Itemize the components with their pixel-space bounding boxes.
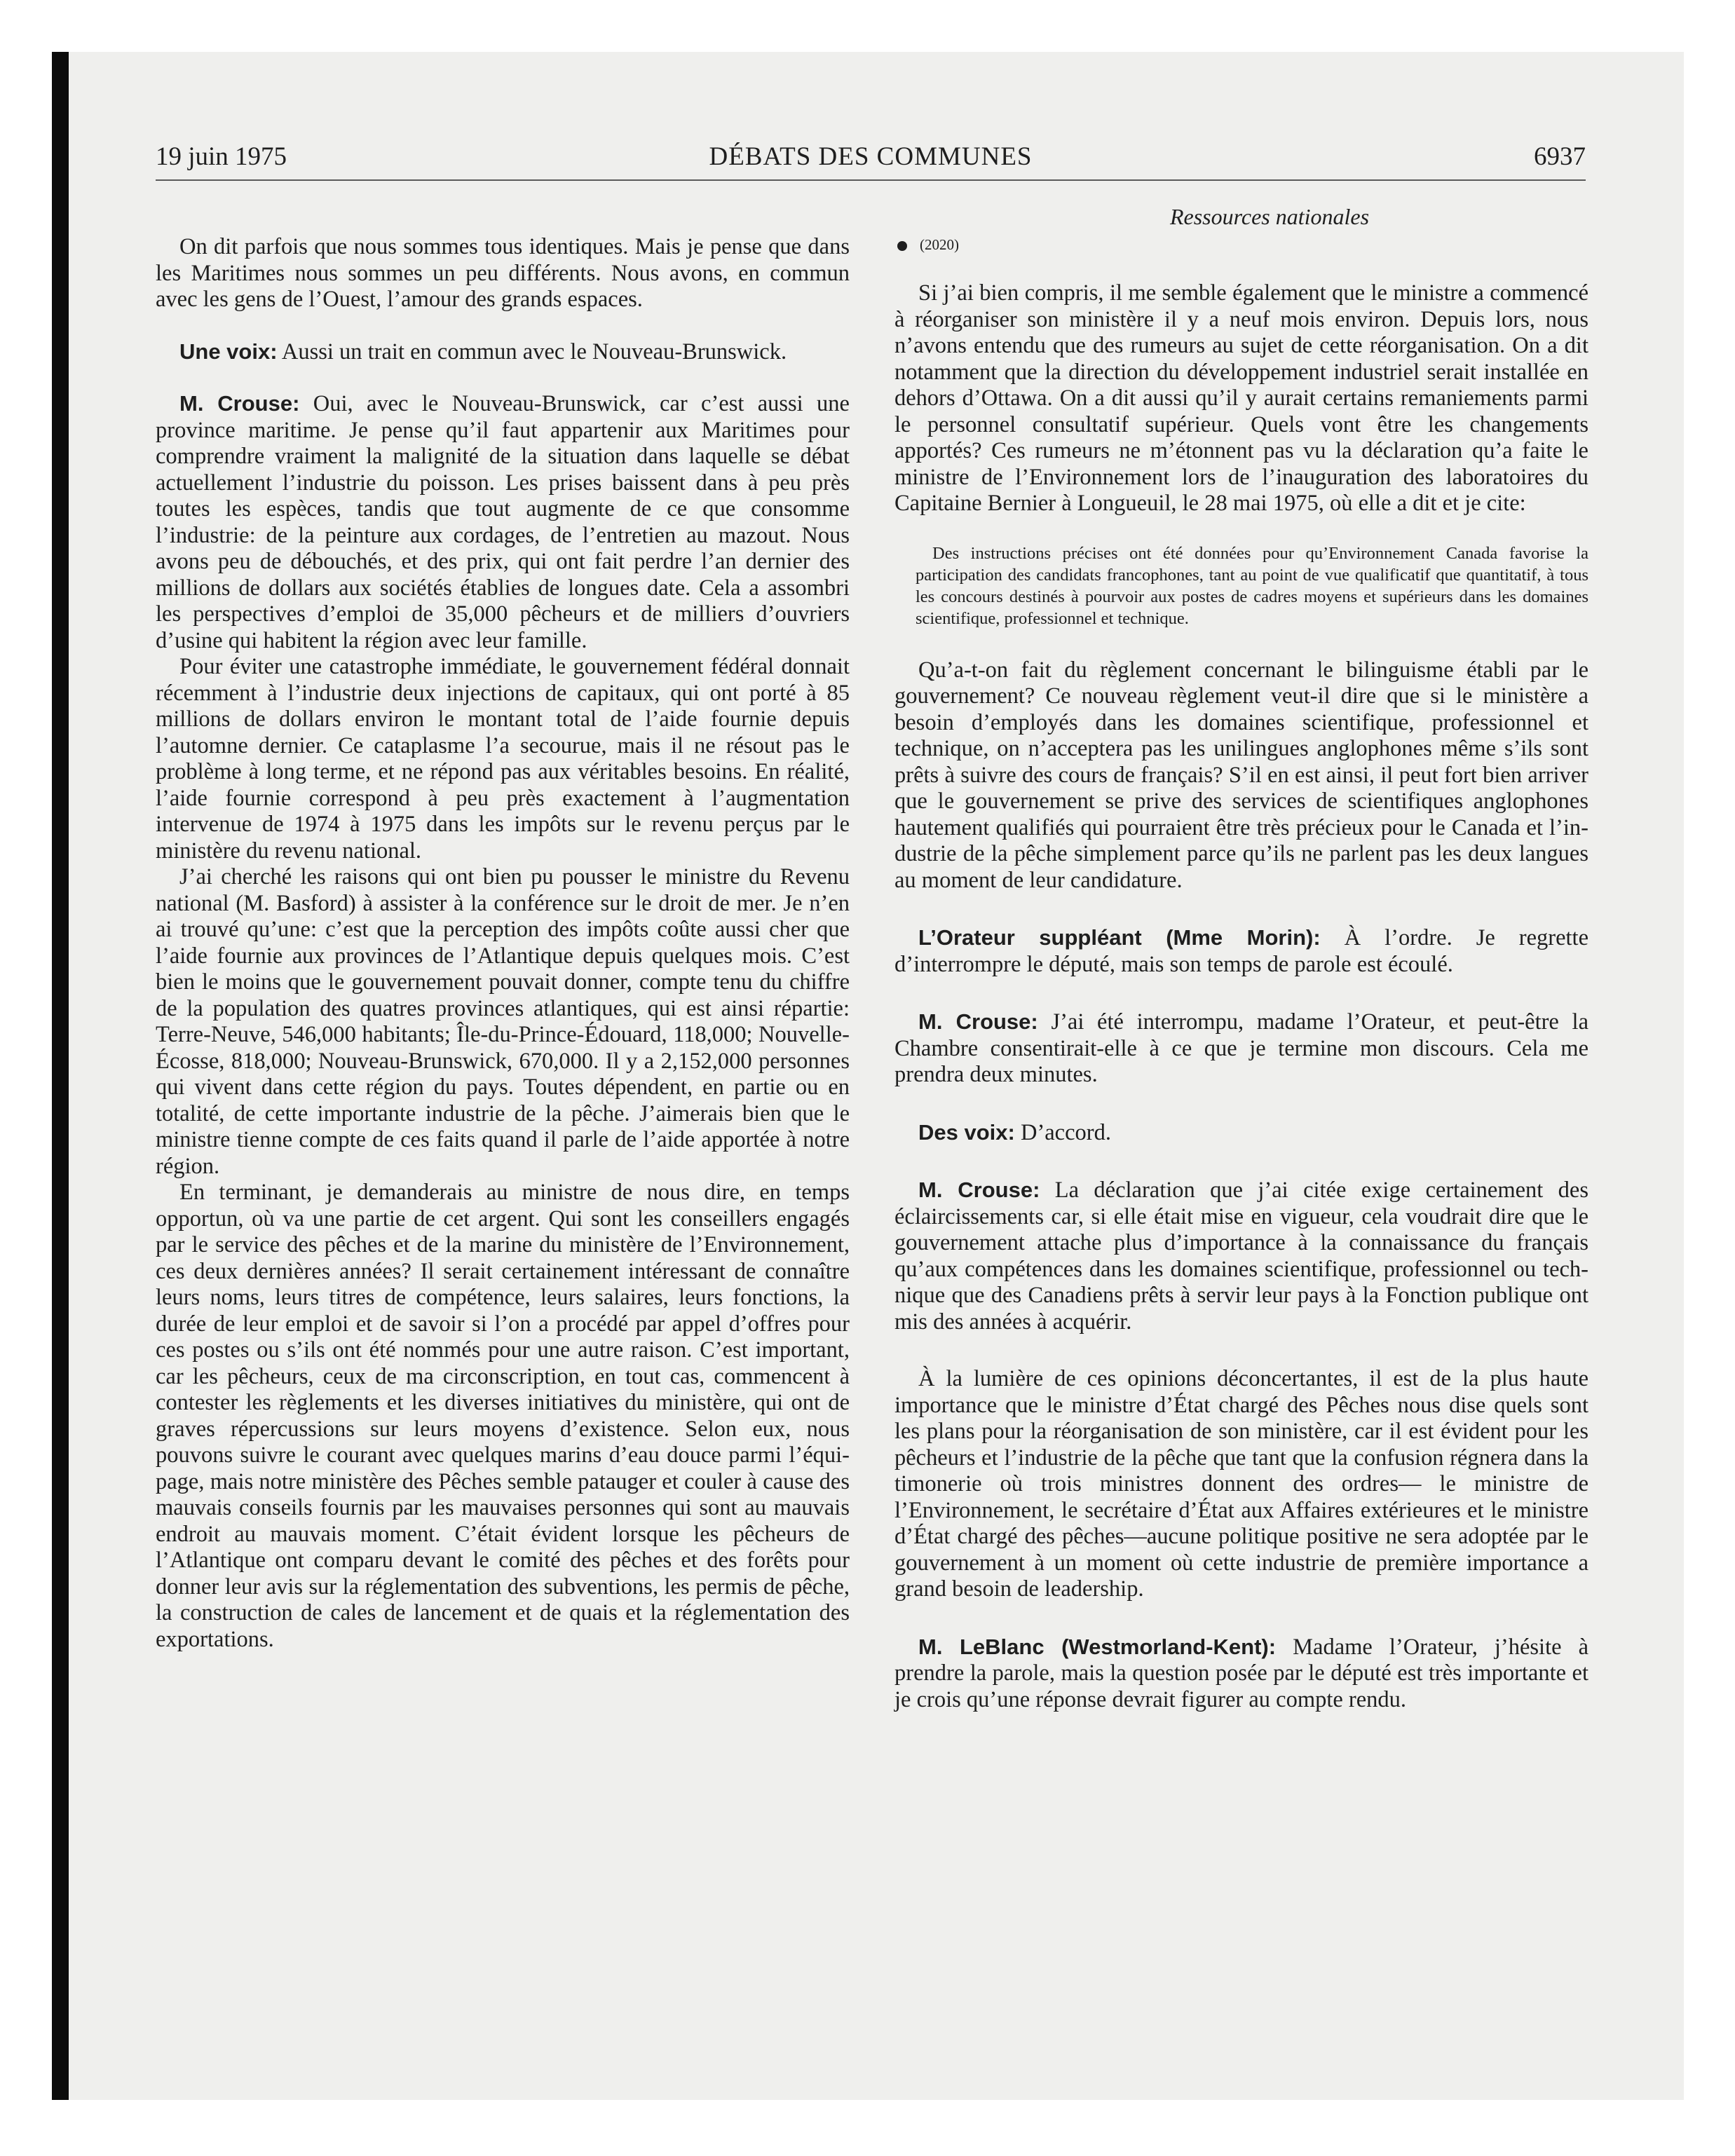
paragraph: Si j’ai bien compris, il me semble également que le ministre a commencé à réorganiser son ministère il y a neuf mois environ. Depuis lors, nous n’avons entendu que des rumeurs au sujet de cette réorganisation. On a dit notamment que la direction du développement industriel serait installée en dehors d’Ottawa. On a dit aussi qu’il y aurait certains remaniements parmi le personnel consultatif supérieur. Quels vont être les changements apportés? Ces rumeurs ne m’étonnent pas vu la déclaration qu’a faite le ministre de l’Environnement lors de l’inauguration des laboratoires du Capitaine Bernier à Longueuil, le 28 mai 1975, où elle a dit et je cite:: [894, 280, 1588, 516]
speech-text: Aussi un trait en commun avec le Nouveau-Brunswick.: [277, 339, 787, 364]
page-header: [156, 139, 1586, 181]
speaker-name: M. Crouse:: [918, 1009, 1038, 1034]
running-head: Ressources nationales: [1169, 204, 1370, 229]
speech-paragraph: [894, 1009, 1588, 1089]
header-page-number: 6937: [1534, 142, 1586, 171]
speaker-name: Des voix:: [918, 1119, 1015, 1145]
speech-paragraph: [894, 1119, 1588, 1147]
speech-paragraph: [894, 1634, 1588, 1714]
header-publication: DÉBATS DES COMMUNES: [709, 142, 1033, 171]
left-column: [156, 234, 850, 1653]
speech-text: J’ai été interrompu, madame l’Orateur, et peut-être la Chambre consentirait-elle à ce que je termine mon discours. Cela me prendra deux minutes.: [894, 1009, 1588, 1087]
speech-paragraph: [156, 390, 850, 654]
speaker-name: M. Crouse:: [918, 1178, 1040, 1202]
binding-shadow: [52, 52, 69, 2100]
paragraph: À la lumière de ces opinions déconcertantes, il est de la plus haute importance que le ministre d’État chargé des Pêches nous dise quels sont les plans pour la réorganisation de son ministère, car il est évident pour les pêcheurs et l’industrie de la pêche que tant que la confusion régnera dans la timonerie où trois ministres donnent des ordres— le ministre de l’Environnement, le secrétaire d’État aux Affaires extérieures et le ministre d’État chargé des pêches—aucune politique positive ne sera adoptée par le gouvernement à un moment où cette industrie de première importance a grand besoin de leadership.: [894, 1366, 1588, 1602]
speaker-name: L’Orateur suppléant (Mme Morin):: [918, 925, 1321, 950]
header-date: 19 juin 1975: [156, 142, 287, 171]
speech-paragraph: [156, 339, 850, 366]
speaker-name: M. LeBlanc (Westmorland-Kent):: [918, 1634, 1277, 1659]
speaker-name: Une voix:: [179, 339, 278, 364]
paragraph: Qu’a-t-on fait du règlement concernant le bilinguisme établi par le gouvernement? Ce nouveau règlement veut-il dire que si le ministère a besoin d’employés dans les domaines scientifique, professionnel et technique, on n’acceptera pas les unilingues anglophones même s’ils sont prêts à suivre des cours de français? S’il en est ainsi, il peut fort bien arriver que le gouvernement se prive des services de scientifiques anglophones hautement qualifiés qui pourraient être très précieux pour le Canada et l’industrie de la pêche simplement parce qu’ils ne parlent pas les deux langues au moment de leur candidature.: [894, 657, 1588, 893]
time-marker-text: (2020): [920, 236, 959, 253]
speaker-name: M. Crouse:: [179, 391, 300, 416]
speech-text: Madame l’Orateur, j’hésite à prendre la parole, mais la question posée par le député est très importante et je crois qu’une réponse devrait figurer au compte rendu.: [894, 1634, 1588, 1712]
right-column: [894, 195, 1588, 1713]
block-quote: Des instructions précises ont été données pour qu’Environnement Canada favorise la participation des candidats francophones, tant au point de vue qualificatif que quantitatif, à tous les concours destinés à pourvoir aux postes de cadres moyens et supérieurs dans les domaines scientifique, professionnel et technique.: [916, 543, 1588, 628]
speech-paragraph: [894, 925, 1588, 978]
bullet-icon: [897, 241, 907, 251]
speech-paragraph: [894, 1177, 1588, 1335]
paragraph: En terminant, je demanderais au ministre de nous dire, en temps opportun, où va une partie de cet argent. Qui sont les conseillers engagés par le service des pêches et de la marine du ministère de l’Environnement, ces deux dernières années? Il serait certainement intéressant de connaître leurs noms, leurs titres de compétence, leurs salaires, leurs fonctions, la durée de leur emploi et de savoir si l’on a procédé par appel d’offres pour ces postes ou s’ils ont été nommés pour une autre raison. C’est important, car les pêcheurs, ceux de ma circonscription, en tout cas, commencent à contester les règlements et les diverses initiatives du ministère, qui ont de graves répercussions sur leurs moyens d’existence. Selon eux, nous pouvons suivre le courant avec quelques marins d’eau douce parmi l’équipage, mais notre ministère des Pêches semble patauger et couler à cause des mauvais conseils fournis par les mauvaises personnes qui sont au mauvais endroit au mauvais moment. C’était évident lorsque les pêcheurs de l’Atlantique ont comparu devant le comité des pêches et des forêts pour donner leur avis sur la réglementation des subventions, les permis de pêche, la construction de cales de lancement et de quais et la réglementation des exportations.: [156, 1180, 850, 1652]
paragraph: On dit parfois que nous sommes tous identiques. Mais je pense que dans les Maritimes nous sommes un peu différents. Nous avons, en commun avec les gens de l’Ouest, l’amour des grands espaces.: [156, 234, 850, 312]
speech-text: La déclaration que j’ai citée exige certainement des éclaircissements car, si elle était mise en vigueur, cela voudrait dire que le gouvernement attache plus d’importance à la connaissance du français qu’aux compétences dans les domaines scientifique, professionnel ou technique que des Canadiens prêts à servir leur pays à la Fonction publique ont mis des années à acquérir.: [894, 1178, 1588, 1335]
paragraph: Pour éviter une catastrophe immédiate, le gouvernement fédéral donnait récemment à l’industrie deux injections de capitaux, qui ont porté à 85 millions de dollars environ le montant total de l’aide fournie depuis l’automne dernier. Ce cataplasme l’a secourue, mais il ne résout pas le problème à long terme, et ne répond pas aux véritables besoins. En réalité, l’aide fournie correspond à peu près exactement à l’augmentation intervenue de 1974 à 1975 dans les impôts sur le revenu perçus par le ministère du revenu national.: [156, 654, 850, 864]
speech-text: Oui, avec le Nouveau-Brunswick, car c’est aussi une province maritime. Je pense qu’il faut appartenir aux Maritimes pour comprendre vraiment la malignité de la situation dans laquelle se débat actuellement l’industrie du poisson. Les prises baissent dans à peu près toutes les espèces, tandis que tout augmente de ce que consomme l’industrie: de la peinture aux cordages, de l’entretien au mazout. Nous avons peu de débouchés, et des prix, qui ont fait perdre l’an dernier des millions de dollars aux sociétés établies de longues date. Cela a assombri les perspectives d’emploi de 35,000 pêcheurs et de milliers d’ouvriers d’usine qui habitent la région avec leur famille.: [156, 391, 850, 653]
paragraph: J’ai cherché les raisons qui ont bien pu pousser le ministre du Revenu national (M. Basford) à assister à la conférence sur le droit de mer. Je n’en ai trouvé qu’une: c’est que la perception des impôts coûte aussi cher que l’aide fournie aux provinces de l’Atlantique depuis quelques mois. C’est bien le moins que le gouvernement pouvait donner, compte tenu du chiffre de la population des quatres provinces atlantiques, qui est ainsi répartie: Terre-Neuve, 546,000 habitants; Île-du-Prince-Édouard, 118,000; Nouvelle-Écosse, 818,000; Nouveau-Brunswick, 670,000. Il y a 2,152,000 personnes qui vivent dans cette région du pays. Toutes dépendent, en partie ou en totalité, de cette importante industrie de la pêche. J’aimerais bien que le ministre tienne compte de ces faits quand il parle de l’aide apportée à notre région.: [156, 864, 850, 1179]
speech-text: À l’ordre. Je regrette d’interrompre le député, mais son temps de parole est écoulé.: [894, 925, 1589, 977]
speech-text: D’accord.: [1014, 1119, 1111, 1145]
time-marker: [897, 233, 1588, 257]
